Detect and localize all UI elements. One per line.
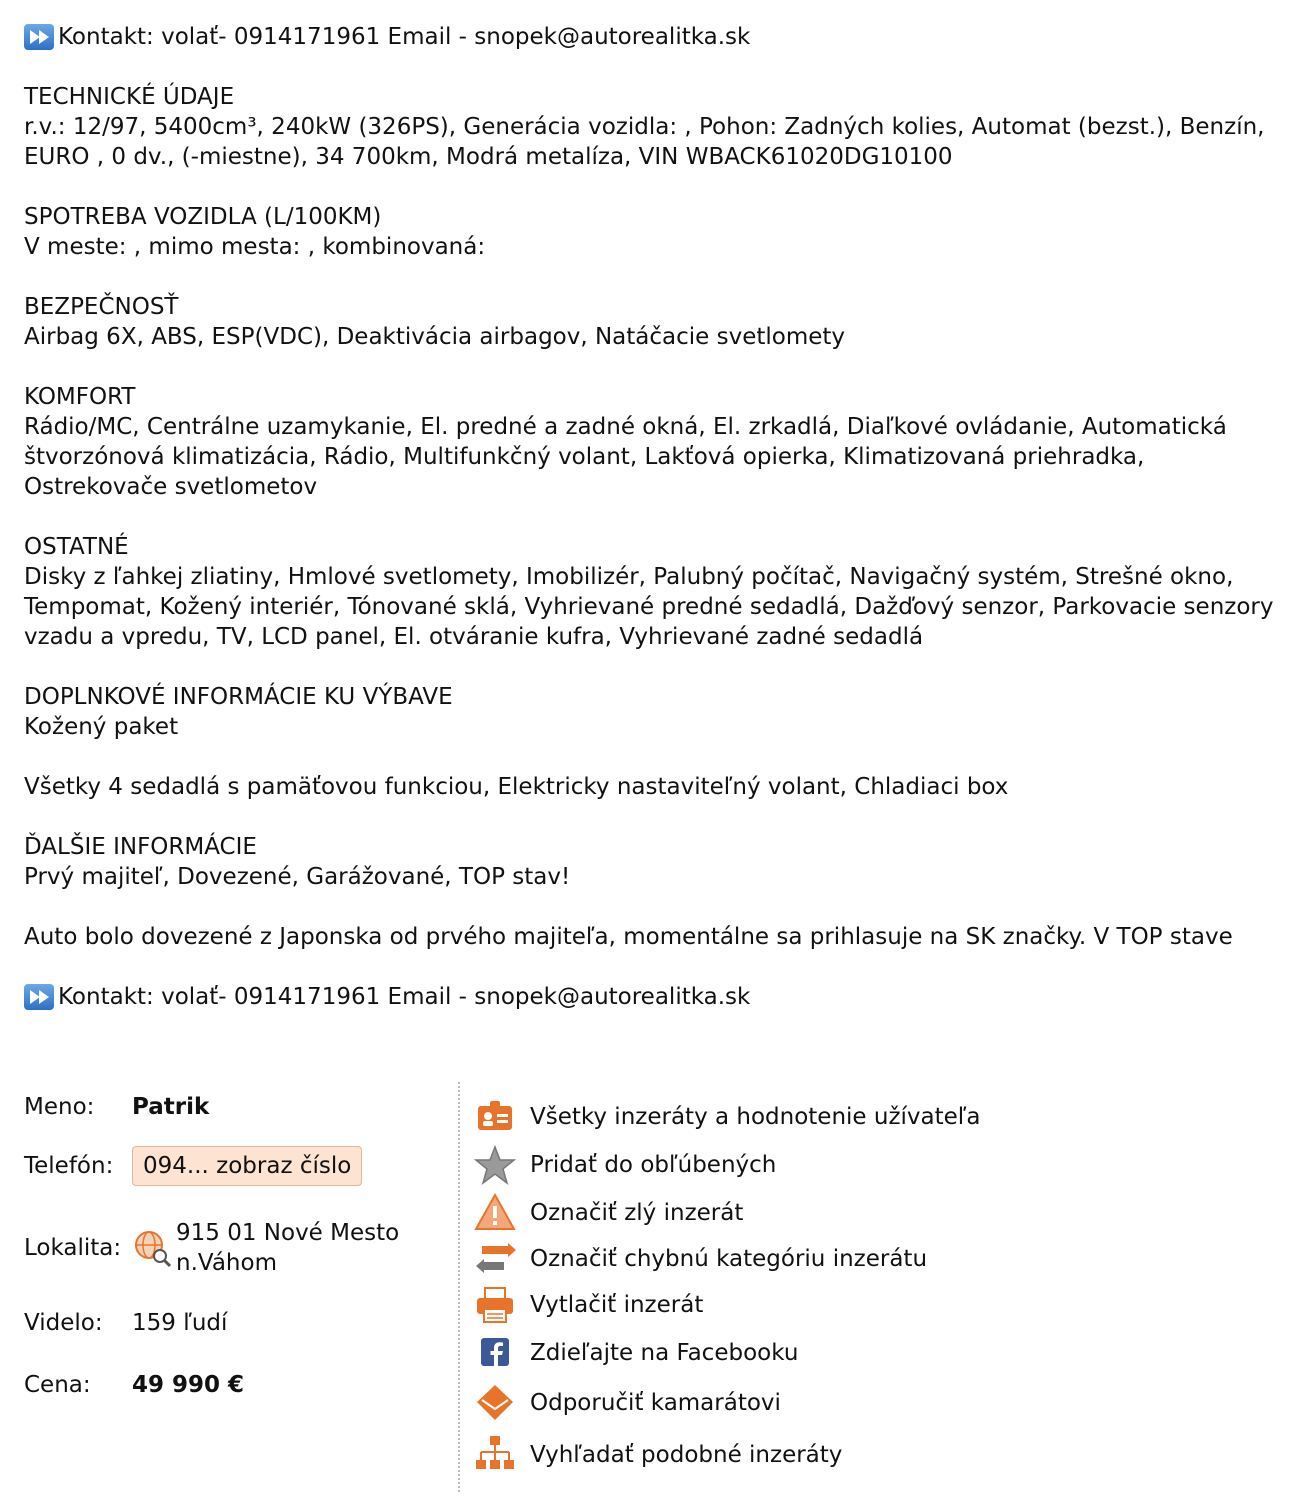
action-label: Označiť zlý inzerát [530,1200,744,1226]
ad-description [24,22,1284,1042]
contact-text: Kontakt: volať- 0914171961 Email - snopek@autorealitka.sk [58,24,751,50]
action-find-similar[interactable] [474,1434,842,1476]
globe-search-icon[interactable] [132,1228,172,1268]
action-report-wrong-category[interactable] [474,1238,927,1280]
vertical-divider [458,1082,460,1492]
section-additional-equipment [24,682,1284,742]
show-phone-button[interactable]: 094... zobraz číslo [132,1146,362,1186]
section-safety [24,292,1284,352]
contact-line-bottom [24,982,1284,1012]
price-value: 49 990 € [132,1372,245,1398]
extra-equipment [24,772,1284,802]
action-recommend-friend[interactable] [474,1382,781,1424]
section-technical [24,82,1284,172]
price-row [24,1372,244,1398]
section-text: Prvý majiteľ, Dovezené, Garážované, TOP stav! [24,864,571,890]
seller-location: 915 01 Nové Mesto n.Váhom [176,1220,400,1276]
fast-forward-icon [24,24,54,50]
seller-name: Patrik [132,1094,210,1120]
section-text: Kožený paket [24,714,179,740]
printer-icon [474,1284,516,1326]
envelope-icon [474,1382,516,1424]
section-heading: BEZPEČNOSŤ [24,294,179,320]
phone-label: Telefón: [24,1153,114,1179]
action-print[interactable] [474,1284,703,1326]
seller-phone-row [24,1146,362,1186]
action-label: Zdieľajte na Facebooku [530,1340,799,1366]
extra-equipment-text: Všetky 4 sedadlá s pamäťovou funkciou, Elektricky nastaviteľný volant, Chladiaci box [24,774,1009,800]
sitemap-icon [474,1434,516,1476]
price-label: Cena: [24,1372,91,1398]
section-text: Rádio/MC, Centrálne uzamykanie, El. predné a zadné okná, El. zrkadlá, Diaľkové ovládanie, Automatická štvorzónová klimatizácia, Rádio, Multifunkčný volant, Lakťová opierka, Klimatizovaná priehradka, Ostrekovače svetlometov [24,414,1227,500]
action-share-facebook[interactable] [474,1332,798,1374]
section-text: V meste: , mimo mesta: , kombinovaná: [24,234,486,260]
section-heading: KOMFORT [24,384,136,410]
action-add-favorite[interactable] [474,1144,776,1186]
views-label: Videlo: [24,1310,103,1336]
views-row [24,1310,227,1336]
fast-forward-icon [24,984,54,1010]
section-other [24,532,1284,652]
user-card-icon [474,1096,516,1138]
action-label: Označiť chybnú kategóriu inzerátu [530,1246,928,1272]
facebook-icon [474,1332,516,1374]
location-label: Lokalita: [24,1235,122,1261]
section-heading: OSTATNÉ [24,534,129,560]
action-all-ads[interactable] [474,1096,981,1138]
action-label: Všetky inzeráty a hodnotenie užívateľa [530,1104,981,1130]
views-count: 159 ľudí [132,1310,228,1336]
section-text: r.v.: 12/97, 5400cm³, 240kW (326PS), Generácia vozidla: , Pohon: Zadných kolies, Automat (bezst.), Benzín, EURO , 0 dv., (-miestne), 34 700km, Modrá metalíza, VIN WBACK61020DG10100 [24,114,1265,170]
action-report-bad-ad[interactable] [474,1192,743,1234]
action-label: Odporučiť kamarátovi [530,1390,781,1416]
description [24,922,1284,952]
action-label: Pridať do obľúbených [530,1152,777,1178]
section-text: Disky z ľahkej zliatiny, Hmlové svetlomety, Imobilizér, Palubný počítač, Navigačný systém, Strešné okno, Tempomat, Kožený interiér, Tónované sklá, Vyhrievané predné sedadlá, Dažďový senzor, Parkovacie senzory vzadu a vpredu, TV, LCD panel, El. otváranie kufra, Vyhrievané zadné sedadlá [24,564,1274,650]
action-label: Vyhľadať podobné inzeráty [530,1442,843,1468]
section-heading: SPOTREBA VOZIDLA (L/100KM) [24,204,382,230]
contact-line-top [24,22,1284,52]
contact-text: Kontakt: volať- 0914171961 Email - snopek@autorealitka.sk [58,984,751,1010]
seller-name-row [24,1094,209,1120]
section-heading: ĎALŠIE INFORMÁCIE [24,834,257,860]
section-heading: TECHNICKÉ ÚDAJE [24,84,235,110]
section-heading: DOPLNKOVÉ INFORMÁCIE KU VÝBAVE [24,684,453,710]
name-label: Meno: [24,1094,95,1120]
section-more-info [24,832,1284,892]
action-label: Vytlačiť inzerát [530,1292,704,1318]
seller-location-row [24,1218,416,1278]
swap-arrows-icon [474,1238,516,1280]
section-consumption [24,202,1284,262]
section-text: Airbag 6X, ABS, ESP(VDC), Deaktivácia airbagov, Natáčacie svetlomety [24,324,846,350]
star-icon [474,1144,516,1186]
description-text: Auto bolo dovezené z Japonska od prvého majiteľa, momentálne sa prihlasuje na SK značky. V TOP stave [24,924,1233,950]
section-comfort [24,382,1284,502]
warning-icon [474,1192,516,1234]
